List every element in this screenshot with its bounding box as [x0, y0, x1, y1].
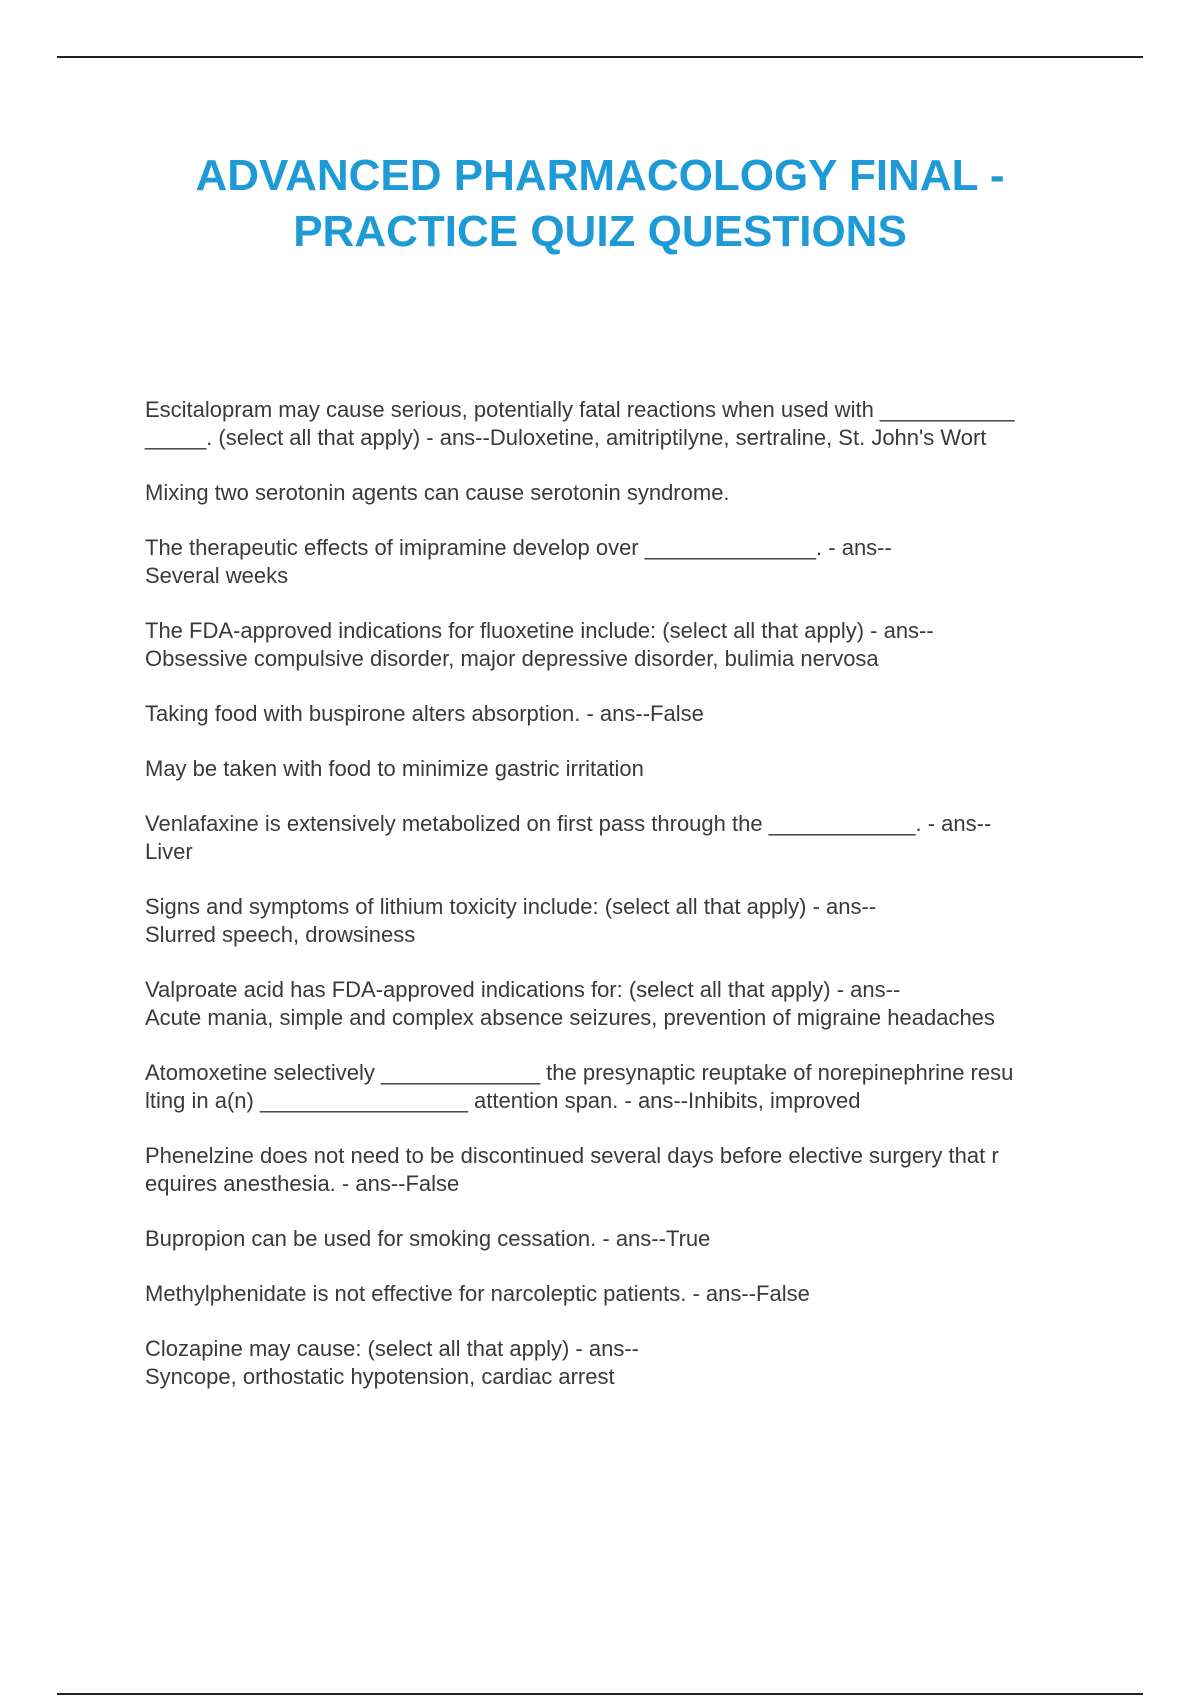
question-text: Liver — [145, 839, 193, 864]
question-item — [145, 1225, 1095, 1253]
question-item — [145, 534, 1095, 590]
question-text: Escitalopram may cause serious, potentially fatal reactions when used with ___________ — [145, 397, 1015, 422]
question-text: Taking food with buspirone alters absorption. - ans--False — [145, 701, 704, 726]
question-text: The therapeutic effects of imipramine develop over ______________. - ans-- — [145, 535, 892, 560]
question-text: Acute mania, simple and complex absence seizures, prevention of migraine headaches — [145, 1005, 995, 1030]
question-text: Mixing two serotonin agents can cause serotonin syndrome. — [145, 480, 730, 505]
question-item — [145, 1059, 1095, 1115]
question-item — [145, 617, 1095, 673]
title-line: PRACTICE QUIZ QUESTIONS — [293, 207, 907, 256]
question-text: Valproate acid has FDA-approved indications for: (select all that apply) - ans-- — [145, 977, 901, 1002]
title-line: ADVANCED PHARMACOLOGY FINAL - — [195, 151, 1005, 200]
question-text: Syncope, orthostatic hypotension, cardiac arrest — [145, 1364, 615, 1389]
question-text: _____. (select all that apply) - ans--Duloxetine, amitriptilyne, sertraline, St. John's Wort — [145, 425, 987, 450]
question-text: Methylphenidate is not effective for narcoleptic patients. - ans--False — [145, 1281, 810, 1306]
question-item — [145, 700, 1095, 728]
page-title — [100, 148, 1100, 260]
question-item — [145, 479, 1095, 507]
question-text: equires anesthesia. - ans--False — [145, 1171, 460, 1196]
question-text: Clozapine may cause: (select all that apply) - ans-- — [145, 1336, 639, 1361]
question-text: Atomoxetine selectively _____________ the presynaptic reuptake of norepinephrine resu — [145, 1060, 1014, 1085]
question-item — [145, 1280, 1095, 1308]
question-text: May be taken with food to minimize gastric irritation — [145, 756, 644, 781]
question-text: Slurred speech, drowsiness — [145, 922, 416, 947]
question-item — [145, 976, 1095, 1032]
question-list — [145, 396, 1095, 1418]
question-item — [145, 893, 1095, 949]
question-text: Obsessive compulsive disorder, major depressive disorder, bulimia nervosa — [145, 646, 879, 671]
bottom-divider — [57, 1693, 1143, 1695]
question-item — [145, 755, 1095, 783]
question-text: lting in a(n) _________________ attention span. - ans--Inhibits, improved — [145, 1088, 861, 1113]
question-text: Signs and symptoms of lithium toxicity include: (select all that apply) - ans-- — [145, 894, 877, 919]
question-text: Phenelzine does not need to be discontinued several days before elective surgery that r — [145, 1143, 999, 1168]
question-text: Venlafaxine is extensively metabolized on first pass through the ____________. - ans-- — [145, 811, 992, 836]
question-text: The FDA-approved indications for fluoxetine include: (select all that apply) - ans-- — [145, 618, 934, 643]
question-item — [145, 1335, 1095, 1391]
question-text: Bupropion can be used for smoking cessation. - ans--True — [145, 1226, 711, 1251]
question-text: Several weeks — [145, 563, 289, 588]
question-item — [145, 396, 1095, 452]
top-divider — [57, 56, 1143, 58]
question-item — [145, 1142, 1095, 1198]
question-item — [145, 810, 1095, 866]
